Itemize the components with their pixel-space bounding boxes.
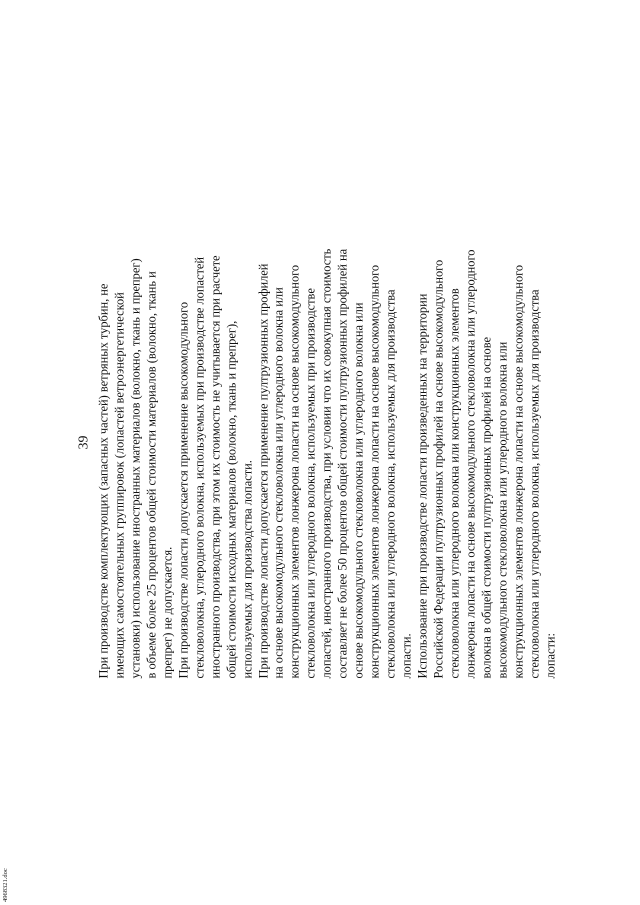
text-line: составляет не более 50 процентов общей стоимости пултрузионных профилей на (335, 248, 350, 679)
text-line: Использование при производстве лопасти произведенных на территории (415, 293, 430, 679)
text-line: стекловолокна, углеродного волокна, используемых при производстве лопастей (192, 256, 207, 679)
footer-code (2, 862, 32, 902)
text-line: лопастей, иностранного производства, при условии что их совокупная стоимость (319, 248, 334, 679)
text-line: конструкционных элементов лонжерона лопасти на основе высокомодульного (367, 264, 382, 679)
text-line: конструкционных элементов лонжерона лопасти на основе высокомодульного (287, 264, 302, 679)
page-number: 39 (76, 435, 92, 450)
text-line: При производстве лопасти допускается применение пултрузионных профилей (256, 263, 271, 679)
text-line: установки) использование иностранных материалов (волокно, ткань и препрег) (128, 258, 143, 679)
text-line: лопасти: (543, 633, 558, 679)
text-line: высокомодульного стекловолокна или углеродного волокна или (495, 341, 510, 679)
text-line: основе высокомодульного стекловолокна или углеродного волокна или (351, 302, 366, 679)
text-line: стекловолокна или углеродного волокна или конструкционных элементов (447, 288, 462, 679)
text-line: лопасти. (399, 633, 414, 679)
text-line: в объеме более 25 процентов общей стоимости материалов (волокно, ткань и (144, 271, 159, 679)
text-line: иностранного производства, при этом их стоимость не учитывается при расчете (208, 255, 223, 679)
text-line: стекловолокна или углеродного волокна, используемых для производства (383, 289, 398, 679)
text-line: При производстве лопасти допускается применение высокомодульного (176, 301, 191, 679)
text-line: на основе высокомодульного стекловолокна или углеродного волокна или (271, 287, 286, 679)
body-text (97, 193, 560, 679)
text-line: волокна в общей стоимости пултрузионных профилей на основе (479, 337, 494, 679)
text-line: имеющих самостоятельных группировок (лопастей ветроэнергетической (112, 292, 127, 679)
text-line: При производстве комплектующих (запасных частей) ветряных турбин, не (96, 283, 111, 679)
text-line: стекловолокна или углеродного волокна, используемых при производстве (303, 288, 318, 679)
text-line: используемых для производства лопасти. (240, 460, 255, 679)
text-line: конструкционных элементов лонжерона лопасти на основе высокомодульного (511, 264, 526, 679)
text-line: общей стоимости исходных материалов (волокно, ткань и препрег), (224, 320, 239, 679)
rotated-content (63, 193, 568, 693)
text-line: Российской Федерации пултрузионных профилей на основе высокомодульного (431, 259, 446, 679)
text-line: лонжерона лопасти на основе высокомодульного стекловолокна или углеродного (463, 249, 478, 679)
text-line: препрег) не допускается. (160, 546, 175, 679)
footer-code-text: 4968321.doc (2, 868, 9, 902)
text-line: стекловолокна или углеродного волокна, используемых для производства (527, 289, 542, 679)
